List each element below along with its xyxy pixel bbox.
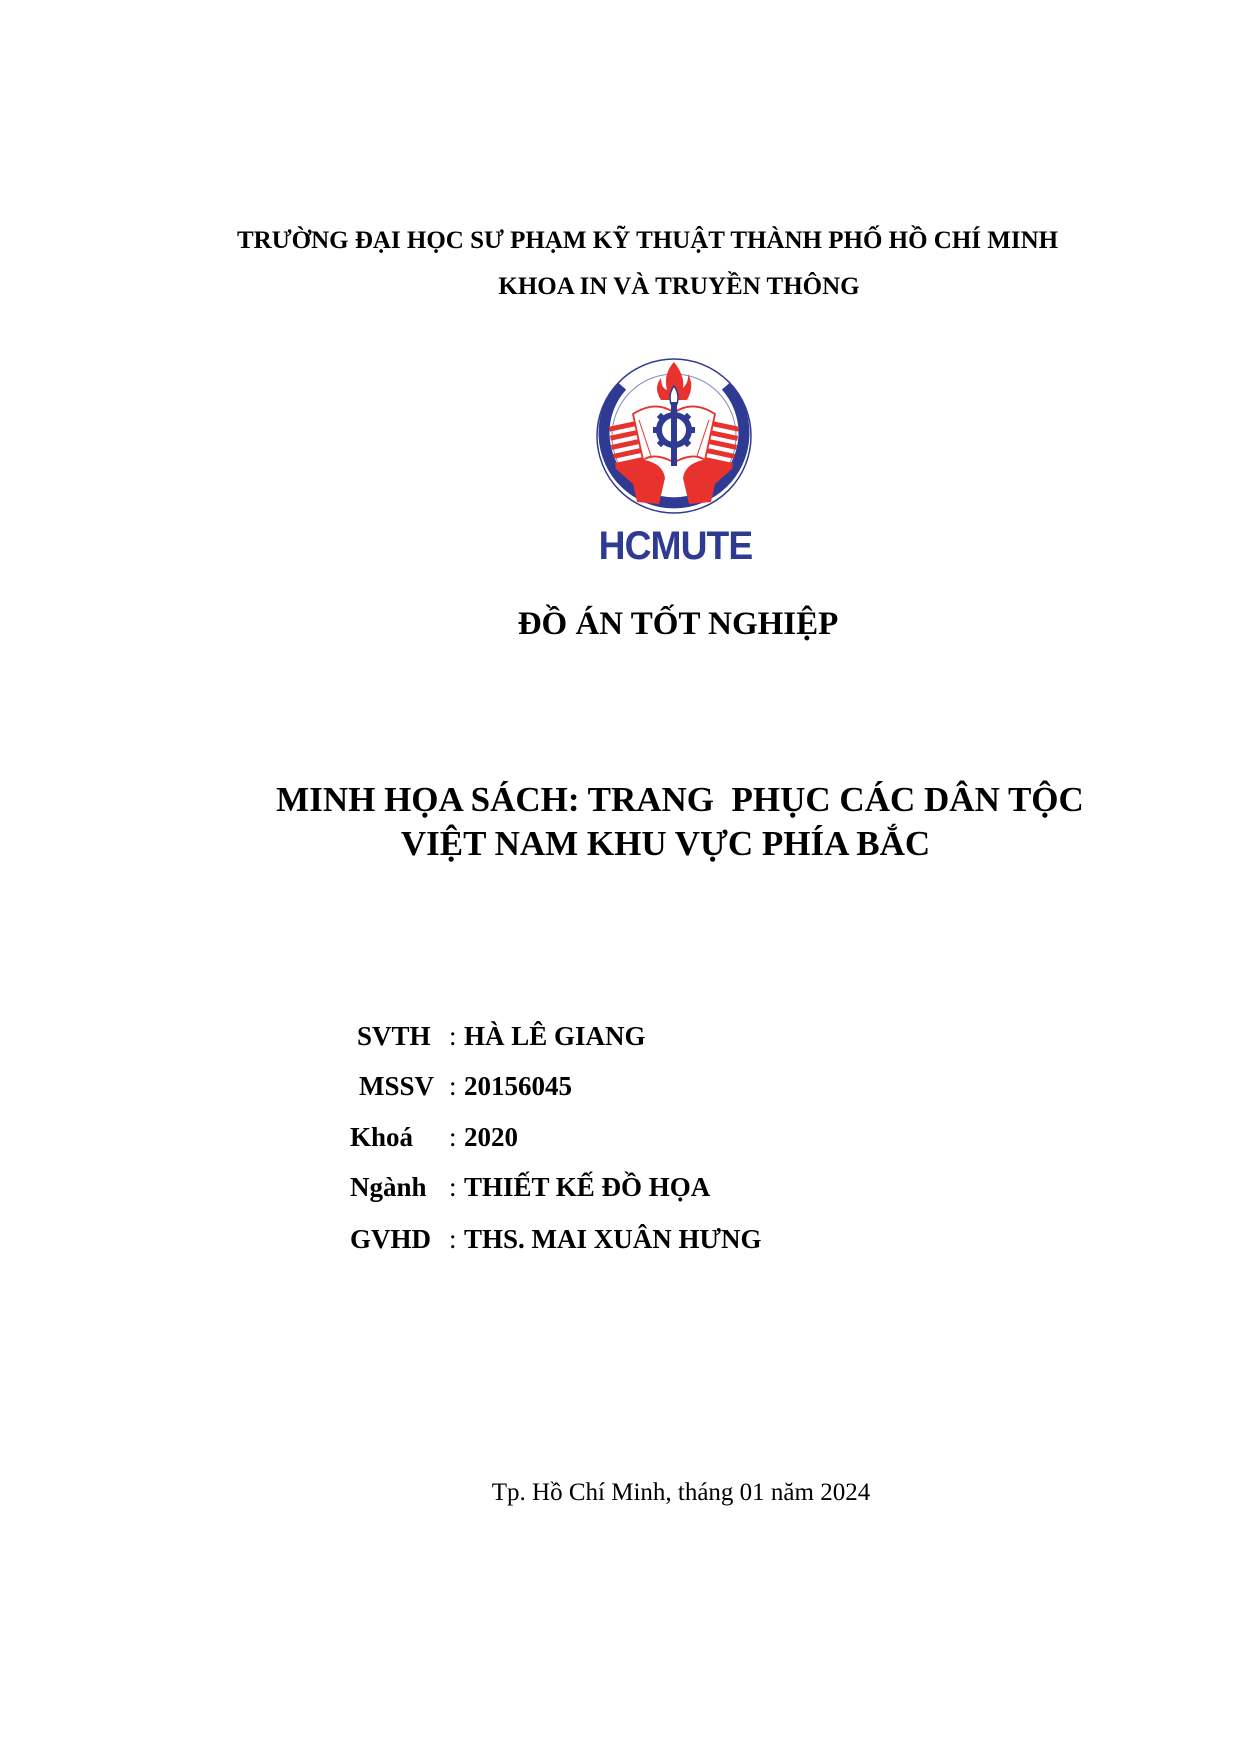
info-value-advisor: THS. MAI XUÂN HƯNG: [464, 1224, 762, 1254]
info-value-cohort: 2020: [464, 1122, 518, 1152]
info-value-student-id: 20156045: [464, 1071, 572, 1101]
info-label: SVTH: [357, 1021, 431, 1051]
thesis-title-line-2: VIỆT NAM KHU VỰC PHÍA BẮC: [400, 824, 931, 863]
info-colon: :: [449, 1071, 457, 1101]
info-colon: :: [449, 1122, 457, 1152]
info-label: GVHD: [350, 1224, 431, 1254]
faculty-name: KHOA IN VÀ TRUYỀN THÔNG: [498, 273, 860, 300]
place-and-date: Tp. Hồ Chí Minh, tháng 01 năm 2024: [491, 1479, 871, 1506]
info-label: MSSV: [359, 1071, 435, 1101]
university-name: TRƯỜNG ĐẠI HỌC SƯ PHẠM KỸ THUẬT THÀNH PHỐ HỒ CHÍ MINH: [237, 227, 1059, 254]
info-value-major: THIẾT KẾ ĐỒ HỌA: [464, 1172, 711, 1202]
info-value-student-name: HÀ LÊ GIANG: [464, 1021, 646, 1051]
thesis-title-line-1: MINH HỌA SÁCH: TRANG PHỤC CÁC DÂN TỘC: [276, 780, 1084, 819]
info-colon: :: [449, 1021, 457, 1051]
info-colon: :: [449, 1224, 457, 1254]
logo-wordmark: HCMUTE: [598, 524, 753, 568]
info-colon: :: [449, 1172, 457, 1202]
document-type: ĐỒ ÁN TỐT NGHIỆP: [517, 606, 839, 642]
info-label: Ngành: [350, 1172, 427, 1202]
hcmute-emblem-icon: [593, 356, 755, 521]
info-label: Khoá: [350, 1122, 414, 1152]
